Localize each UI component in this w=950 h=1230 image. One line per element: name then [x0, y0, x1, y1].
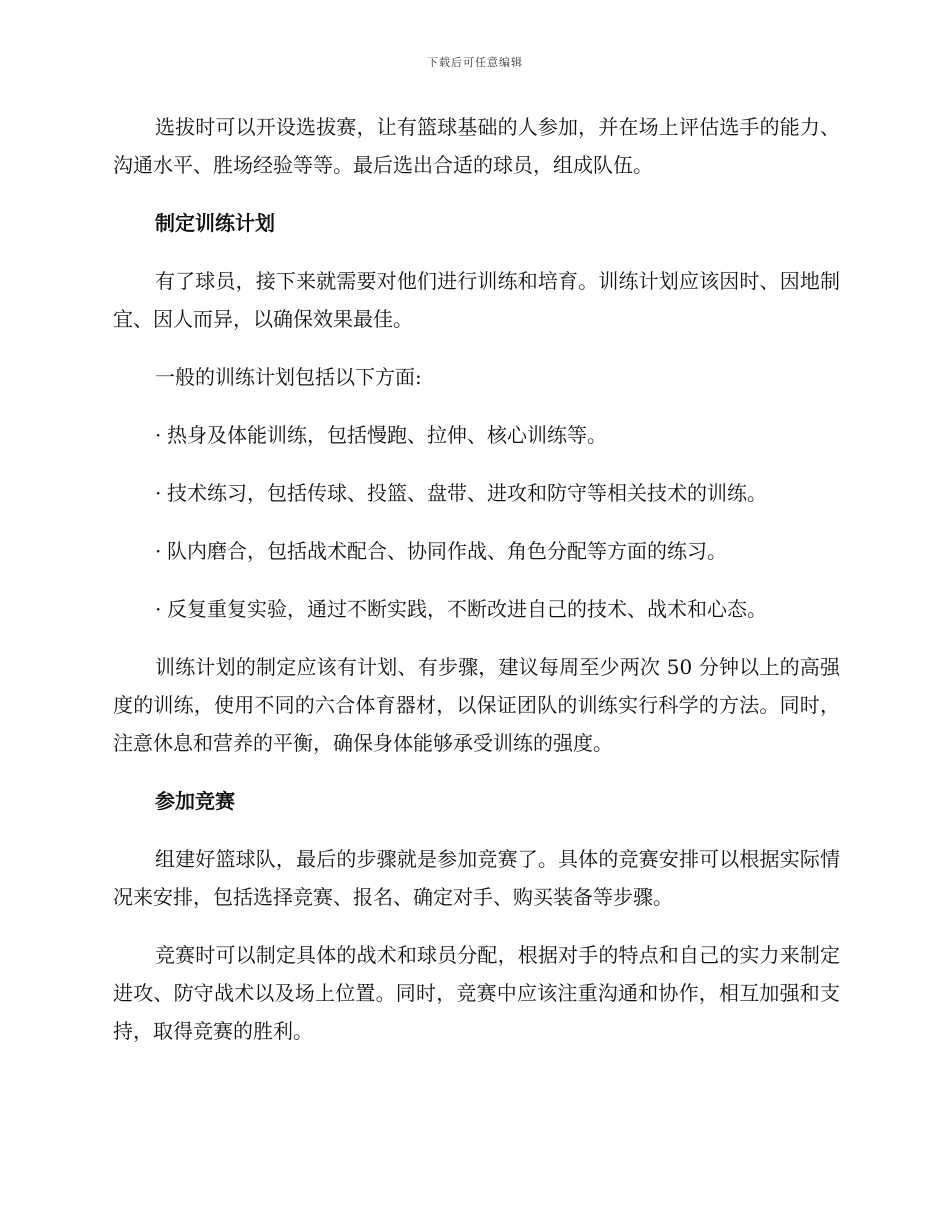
paragraph-competition-intro: 组建好篮球队，最后的步骤就是参加竞赛了。具体的竞赛安排可以根据实际情况来安排，包括选择竞赛、报名、确定对手、购买装备等步骤。 — [113, 847, 840, 909]
paragraph-selection: 选拔时可以开设选拔赛，让有篮球基础的人参加，并在场上评估选手的能力、沟通水平、胜场经验等等。最后选出合适的球员，组成队伍。 — [113, 115, 840, 177]
header-note: 下载后可任意编辑 — [427, 56, 523, 69]
paragraph-competition-tactics: 竞赛时可以制定具体的战术和球员分配，根据对手的特点和自己的实力来制定进攻、防守战术以及场上位置。同时，竞赛中应该注重沟通和协作，相互加强和支持，取得竞赛的胜利。 — [113, 943, 840, 1043]
bullet-text: 热身及体能训练，包括慢跑、拉伸、核心训练等。 — [167, 423, 607, 447]
bullet-dot: · — [155, 597, 162, 621]
heading-training-plan: 制定训练计划 — [155, 211, 275, 235]
paragraph-plan-includes: 一般的训练计划包括以下方面: — [155, 365, 422, 389]
bullet-item-practice — [113, 590, 840, 628]
document-body — [113, 108, 840, 1070]
bullet-item-warmup — [113, 416, 840, 454]
heading-competition: 参加竞赛 — [155, 789, 235, 813]
paragraph-training-intro: 有了球员，接下来就需要对他们进行训练和培育。训练计划应该因时、因地制宜、因人而异，以确保效果最佳。 — [113, 269, 840, 331]
bullet-text: 技术练习，包括传球、投篮、盘带、进攻和防守等相关技术的训练。 — [167, 481, 767, 505]
bullet-dot: · — [155, 481, 162, 505]
bullet-text: 队内磨合，包括战术配合、协同作战、角色分配等方面的练习。 — [167, 539, 727, 563]
bullet-dot: · — [155, 423, 162, 447]
bullet-dot: · — [155, 539, 162, 563]
paragraph-plan-details: 训练计划的制定应该有计划、有步骤，建议每周至少两次 50 分钟以上的高强度的训练，使用不同的六合体育器材，以保证团队的训练实行科学的方法。同时，注意休息和营养的平衡，确保身体能够承受训练的强度。 — [113, 655, 840, 755]
bullet-item-technique — [113, 474, 840, 512]
bullet-text: 反复重复实验，通过不断实践，不断改进自己的技术、战术和心态。 — [167, 597, 767, 621]
bullet-item-teamwork — [113, 532, 840, 570]
